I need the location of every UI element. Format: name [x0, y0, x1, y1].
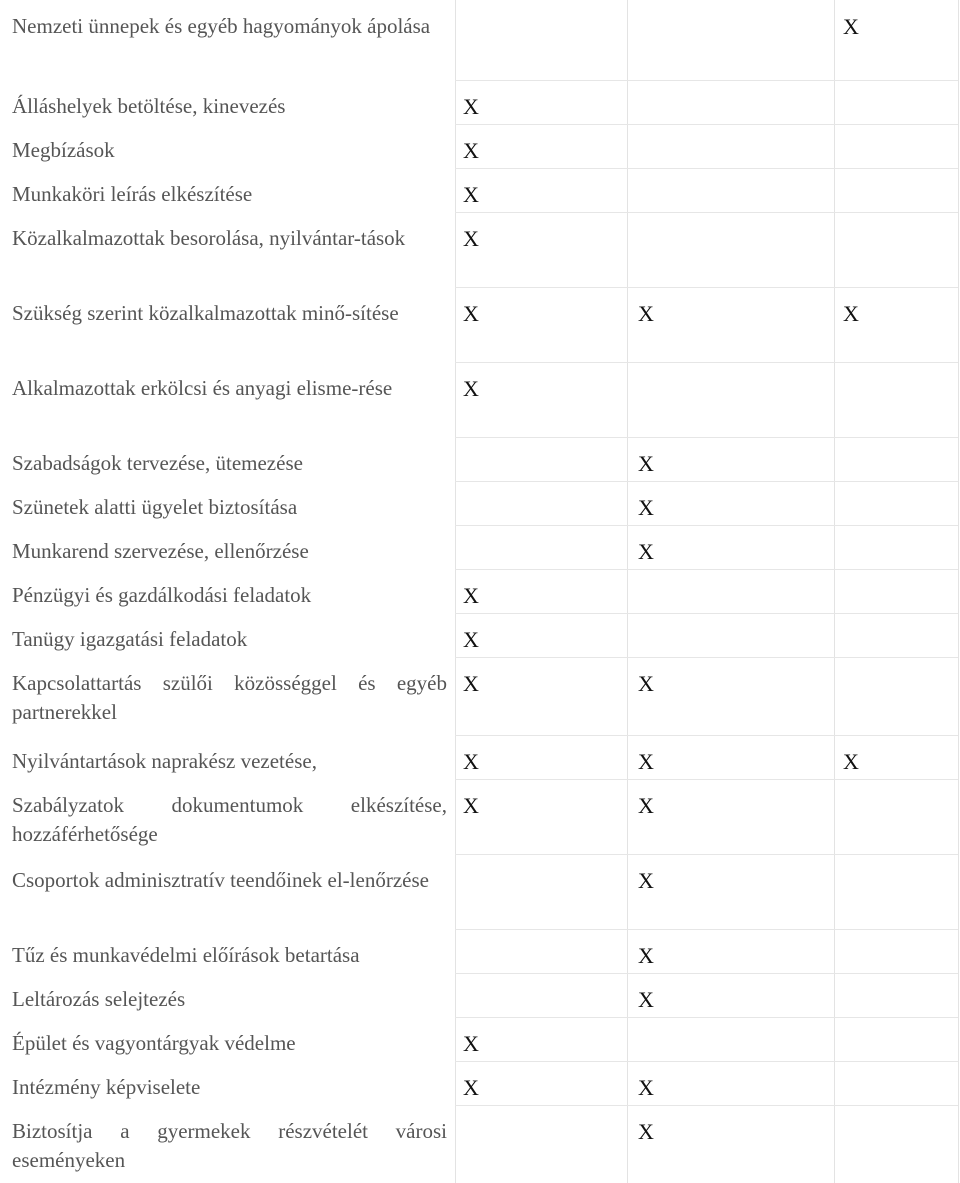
task-label: Pénzügyi és gazdálkodási feladatok — [12, 583, 312, 607]
mark-col-2: X — [638, 793, 654, 818]
mark-col-2: X — [638, 943, 654, 968]
table-row — [0, 569, 960, 613]
table-row — [0, 80, 960, 124]
mark-col-2: X — [638, 301, 654, 326]
task-label: Biztosítja a gyermekek részvételét városi eseményeken — [12, 1119, 447, 1172]
task-label: Megbízások — [12, 138, 115, 162]
task-label: Csoportok adminisztratív teendőinek el-lenőrzése — [12, 868, 429, 892]
task-label: Tanügy igazgatási feladatok — [12, 627, 248, 651]
table-row — [0, 854, 960, 929]
mark-col-1: X — [463, 793, 479, 818]
mark-col-3: X — [843, 749, 859, 774]
mark-col-1: X — [463, 1031, 479, 1056]
mark-col-3: X — [843, 14, 859, 39]
table-row — [0, 613, 960, 657]
task-label: Szabályzatok dokumentumok elkészítése, hozzáférhetősége — [12, 793, 447, 846]
table-row — [0, 525, 960, 569]
table-row — [0, 1061, 960, 1105]
table-row — [0, 1017, 960, 1061]
task-label: Nemzeti ünnepek és egyéb hagyományok ápolása — [12, 14, 431, 38]
task-label: Kapcsolattartás szülői közösséggel és egyéb partnerekkel — [12, 671, 447, 724]
mark-col-1: X — [463, 671, 479, 696]
task-label: Munkaköri leírás elkészítése — [12, 182, 253, 206]
task-label: Szabadságok tervezése, ütemezése — [12, 451, 303, 475]
table-row — [0, 735, 960, 779]
table-row — [0, 124, 960, 168]
table-row — [0, 437, 960, 481]
mark-col-1: X — [463, 94, 479, 119]
table-row — [0, 929, 960, 973]
mark-col-2: X — [638, 987, 654, 1012]
task-label: Szünetek alatti ügyelet biztosítása — [12, 495, 298, 519]
task-label: Intézmény képviselete — [12, 1075, 201, 1099]
table-row — [0, 481, 960, 525]
table-row — [0, 362, 960, 437]
task-label: Alkalmazottak erkölcsi és anyagi elisme-rése — [12, 376, 393, 400]
task-label: Szükség szerint közalkalmazottak minő-sítése — [12, 301, 399, 325]
mark-col-2: X — [638, 539, 654, 564]
mark-col-1: X — [463, 182, 479, 207]
table-row — [0, 168, 960, 212]
mark-col-2: X — [638, 671, 654, 696]
task-label: Nyilvántartások naprakész vezetése, — [12, 749, 317, 773]
task-label: Leltározás selejtezés — [12, 987, 186, 1011]
task-label: Tűz és munkavédelmi előírások betartása — [12, 943, 360, 967]
table-row — [0, 1105, 960, 1183]
table-row — [0, 0, 960, 80]
mark-col-1: X — [463, 1075, 479, 1100]
mark-col-1: X — [463, 376, 479, 401]
mark-col-1: X — [463, 138, 479, 163]
table-row — [0, 287, 960, 362]
table-row — [0, 657, 960, 735]
task-label: Munkarend szervezése, ellenőrzése — [12, 539, 309, 563]
mark-col-3: X — [843, 301, 859, 326]
mark-col-2: X — [638, 749, 654, 774]
mark-col-2: X — [638, 1119, 654, 1144]
mark-col-2: X — [638, 1075, 654, 1100]
table-row — [0, 779, 960, 854]
mark-col-2: X — [638, 495, 654, 520]
mark-col-1: X — [463, 749, 479, 774]
mark-col-2: X — [638, 451, 654, 476]
mark-col-1: X — [463, 226, 479, 251]
mark-col-1: X — [463, 301, 479, 326]
mark-col-1: X — [463, 583, 479, 608]
mark-col-1: X — [463, 627, 479, 652]
task-label: Álláshelyek betöltése, kinevezés — [12, 94, 286, 118]
mark-col-2: X — [638, 868, 654, 893]
table-row — [0, 973, 960, 1017]
task-label: Közalkalmazottak besorolása, nyilvántar-tások — [12, 226, 406, 250]
table-row — [0, 212, 960, 287]
task-label: Épület és vagyontárgyak védelme — [12, 1031, 296, 1055]
